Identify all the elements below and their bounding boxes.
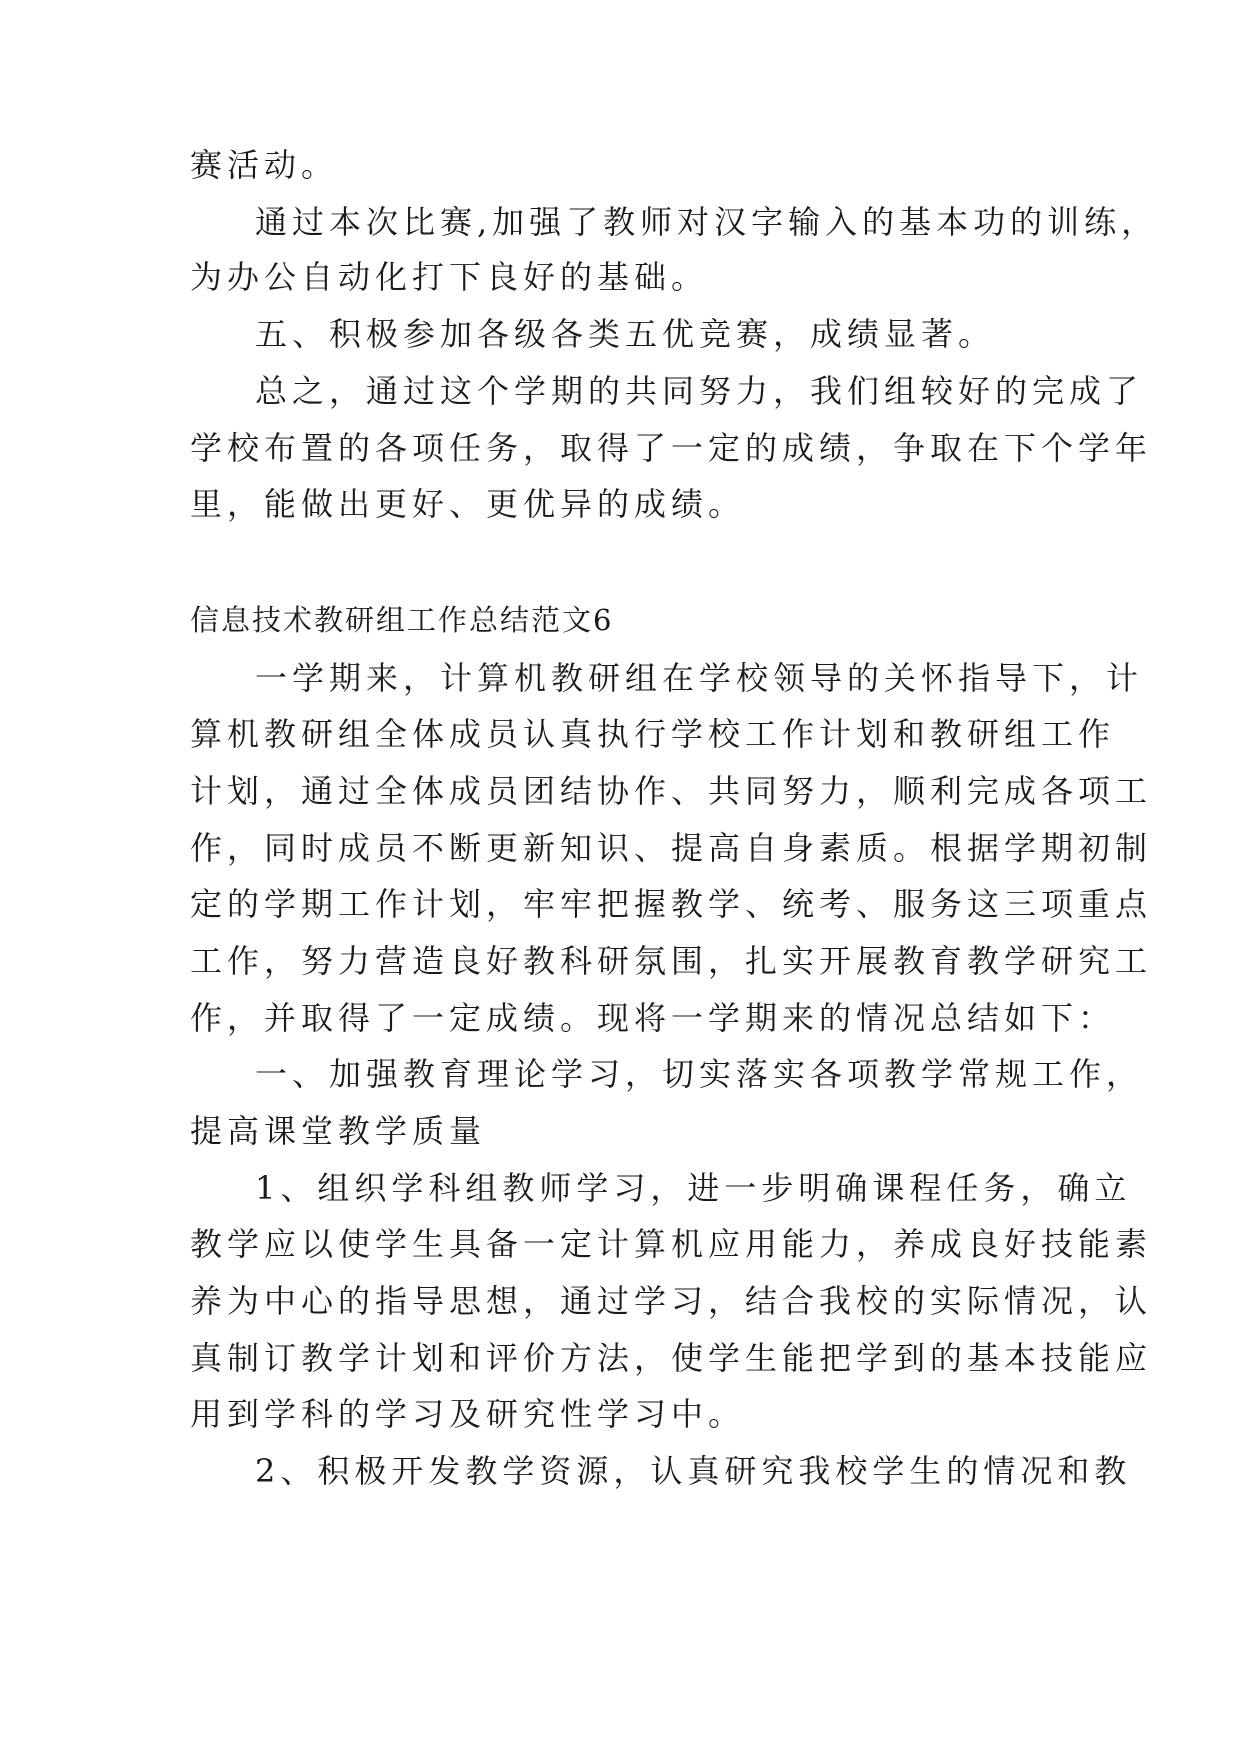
section-title: 信息技术教研组工作总结范文6 (190, 603, 614, 637)
text-line: 定的学期工作计划，牢牢把握教学、统考、服务这三项重点 (190, 885, 1153, 923)
text-line: 作，并取得了一定成绩。现将一学期来的情况总结如下： (190, 999, 1116, 1037)
text-line: 一、加强教育理论学习，切实落实各项教学常规工作， (255, 1055, 1144, 1093)
text-line: 里，能做出更好、更优异的成绩。 (190, 485, 746, 523)
text-line: 1、组织学科组教师学习，进一步明确课程任务，确立 (255, 1169, 1132, 1207)
text-line: 作，同时成员不断更新知识、提高自身素质。根据学期初制 (190, 829, 1153, 867)
text-line: 用到学科的学习及研究性学习中。 (190, 1395, 746, 1433)
text-line: 工作，努力营造良好教科研氛围，扎实开展教育教学研究工 (190, 942, 1153, 980)
text-line: 计划，通过全体成员团结协作、共同努力，顺利完成各项工 (190, 772, 1153, 810)
text-line: 一学期来，计算机教研组在学校领导的关怀指导下，计 (255, 659, 1144, 697)
text-line: 算机教研组全体成员认真执行学校工作计划和教研组工作 (190, 715, 1116, 753)
text-line: 为办公自动化打下良好的基础。 (190, 258, 709, 296)
text-line: 提高课堂教学质量 (190, 1112, 487, 1150)
text-line: 真制订教学计划和评价方法，使学生能把学到的基本技能应 (190, 1339, 1153, 1377)
text-line: 通过本次比赛,加强了教师对汉字输入的基本功的训练， (255, 203, 1159, 241)
text-line: 总之，通过这个学期的共同努力，我们组较好的完成了 (255, 372, 1144, 410)
text-line: 赛活动。 (190, 146, 339, 184)
text-line: 教学应以使学生具备一定计算机应用能力，养成良好技能素 (190, 1225, 1153, 1263)
text-line: 学校布置的各项任务，取得了一定的成绩，争取在下个学年 (190, 429, 1153, 467)
text-line: 五、积极参加各级各类五优竞赛，成绩显著。 (255, 315, 996, 353)
text-line: 养为中心的指导思想，通过学习，结合我校的实际情况，认 (190, 1282, 1153, 1320)
text-line: 2、积极开发教学资源，认真研究我校学生的情况和教 (255, 1452, 1132, 1490)
